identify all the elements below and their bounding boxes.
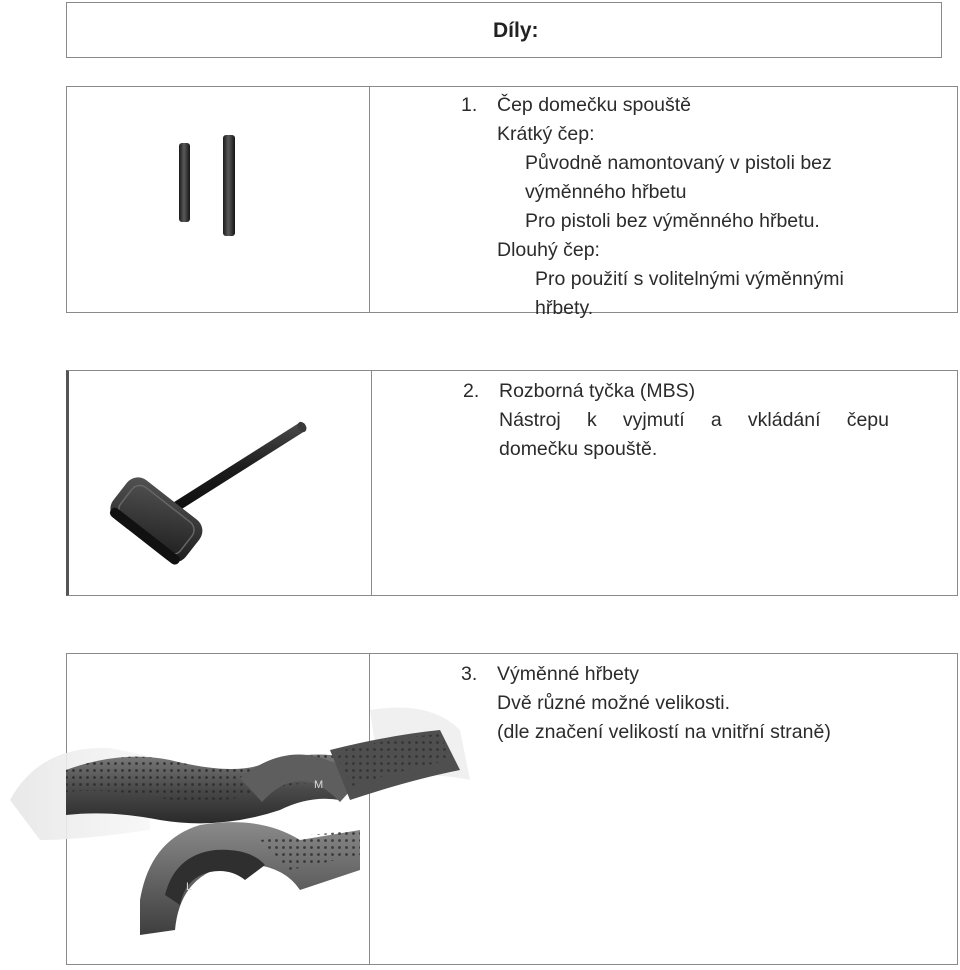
short-pin-desc-3: Pro pistoli bez výměnného hřbetu. [525, 210, 820, 232]
part-row-disassembly-tool [66, 370, 958, 596]
backstraps-image [0, 690, 480, 970]
part-2-title: Rozborná tyčka (MBS) [499, 380, 696, 402]
part-3-title: Výměnné hřbety [497, 663, 639, 685]
backstrap-l-icon [140, 822, 360, 935]
long-pin-desc-2: hřbety. [535, 297, 594, 319]
disassembly-tool-image [69, 371, 371, 595]
tool-desc-1: Nástroj k vyjmutí a vkládání čepu [499, 409, 889, 431]
size-mark-l: L [186, 881, 193, 893]
backstrap-m-icon [66, 730, 460, 823]
long-pin-icon [223, 135, 235, 236]
parts-heading: Díly: [493, 19, 539, 42]
part-1-number: 1. [461, 94, 478, 116]
part-3-number: 3. [461, 663, 478, 685]
backstrap-desc-1: Dvě různé možné velikosti. [497, 692, 731, 714]
short-pin-icon [179, 143, 190, 222]
part-2-number: 2. [463, 380, 480, 402]
part-3-description [461, 660, 831, 747]
part-1-description [461, 91, 844, 323]
tool-rod-icon [171, 420, 308, 512]
part-row-trigger-pin [66, 86, 958, 319]
long-pin-desc-1: Pro použití s volitelnými výměnnými [535, 268, 844, 290]
backstrap-desc-2: (dle značení velikostí na vnitřní straně) [497, 721, 831, 743]
trigger-pins-image [67, 87, 369, 312]
tool-desc-2: domečku spouště. [499, 438, 658, 460]
short-pin-desc-1: Původně namontovaný v pistoli bez [525, 152, 832, 174]
short-pin-desc-2: výměnného hřbetu [525, 181, 687, 203]
tool-handle-icon [105, 472, 208, 568]
parts-header-box [66, 2, 942, 58]
short-pin-label: Krátký čep: [497, 123, 595, 145]
part-1-title: Čep domečku spouště [497, 94, 692, 116]
part-2-description [463, 377, 889, 464]
long-pin-label: Dlouhý čep: [497, 239, 600, 261]
size-mark-m: M [314, 779, 324, 791]
